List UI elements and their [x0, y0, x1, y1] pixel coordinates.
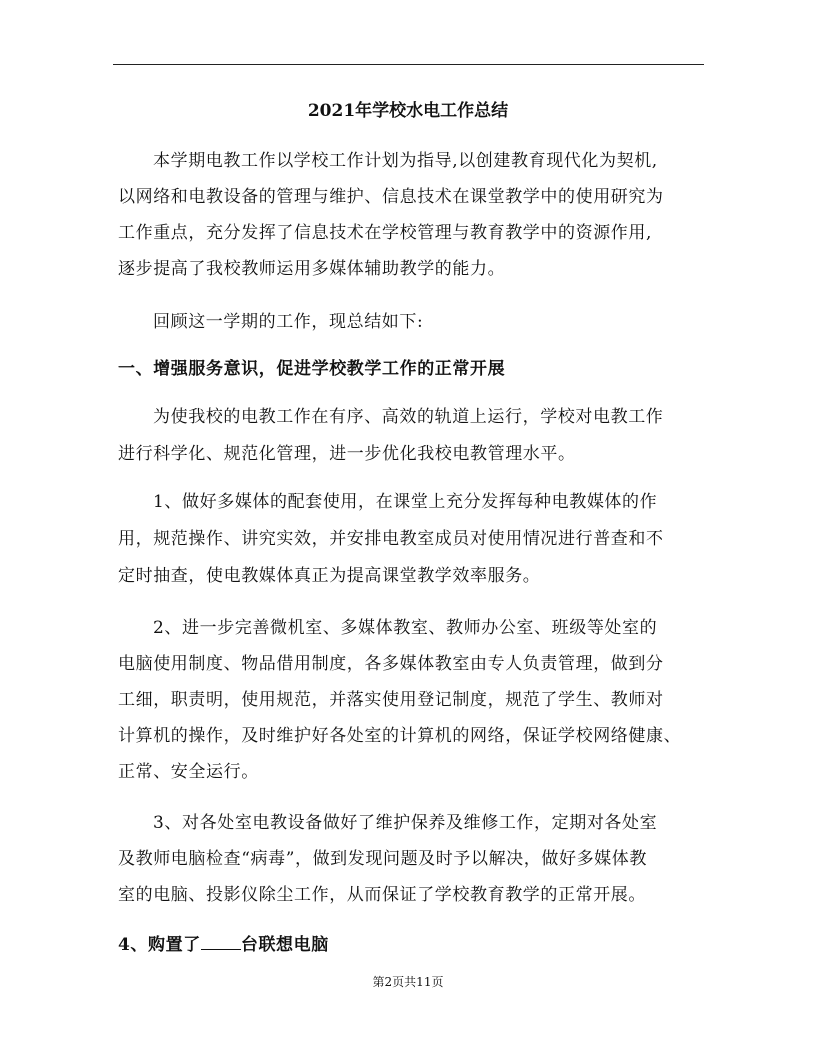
paragraph-line: 及教师电脑检查“病毒”，做到发现问题及时予以解决，做好多媒体教	[118, 849, 647, 869]
header-rule	[113, 64, 704, 65]
section-heading	[118, 933, 329, 956]
heading-text: 4、购置了	[118, 935, 201, 955]
paragraph-line: 定时抽查，使电教媒体真正为提高课堂教学效率服务。	[118, 566, 541, 586]
paragraph-line: 室的电脑、投影仪除尘工作，从而保证了学校教育教学的正常开展。	[118, 885, 646, 905]
paragraph-line: 电脑使用制度、物品借用制度，各多媒体教室由专人负责管理，做到分	[118, 654, 664, 674]
paragraph-line: 本学期电教工作以学校工作计划为指导,以创建教育现代化为契机,	[153, 151, 658, 171]
paragraph-line: 进行科学化、规范化管理，进一步优化我校电教管理水平。	[118, 444, 576, 464]
paragraph-line: 1、做好多媒体的配套使用，在课堂上充分发挥每种电教媒体的作	[153, 492, 658, 512]
section-heading: 一、增强服务意识，促进学校教学工作的正常开展	[118, 359, 506, 379]
paragraph-line: 用，规范操作、讲究实效，并安排电教室成员对使用情况进行普查和不	[118, 529, 664, 549]
paragraph-line: 3、对各处室电教设备做好了维护保养及维修工作，定期对各处室	[153, 813, 658, 833]
paragraph-line: 工作重点，充分发挥了信息技术在学校管理与教育教学中的资源作用,	[118, 223, 653, 243]
fill-in-blank	[201, 933, 241, 950]
paragraph-line: 正常、安全运行。	[118, 762, 259, 782]
page-number: 第2页共11页	[372, 975, 444, 989]
paragraph-line: 回顾这一学期的工作，现总结如下:	[153, 312, 424, 332]
document-title: 2021年学校水电工作总结	[307, 101, 509, 121]
heading-text: 台联想电脑	[240, 935, 329, 955]
paragraph-line: 工细，职责明，使用规范，并落实使用登记制度，规范了学生、教师对	[118, 690, 664, 710]
paragraph-line: 以网络和电教设备的管理与维护、信息技术在课堂教学中的使用研究为	[118, 187, 664, 207]
paragraph-line: 2、进一步完善微机室、多媒体教室、教师办公室、班级等处室的	[153, 618, 658, 638]
paragraph-line: 计算机的操作，及时维护好各处室的计算机的网络，保证学校网络健康、	[118, 726, 682, 746]
paragraph-line: 逐步提高了我校教师运用多媒体辅助教学的能力。	[118, 259, 506, 279]
paragraph-line: 为使我校的电教工作在有序、高效的轨道上运行，学校对电教工作	[153, 407, 664, 427]
